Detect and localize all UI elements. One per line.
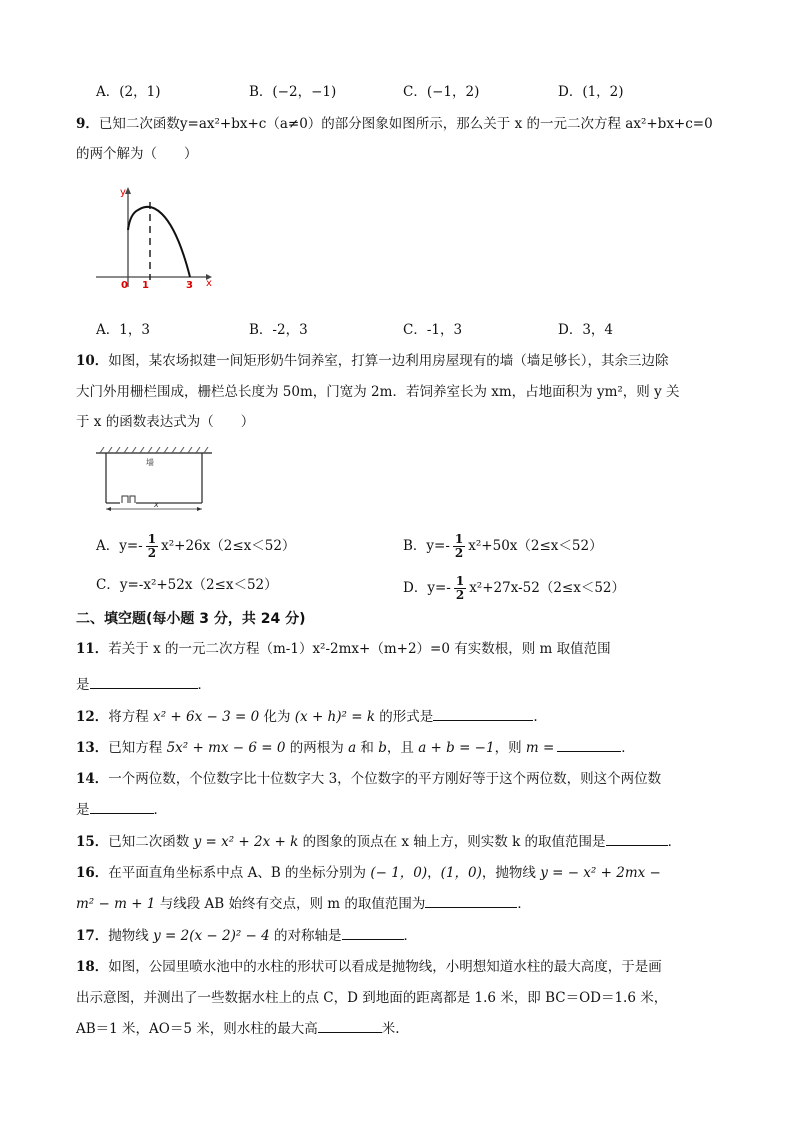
q16-text-d: 与线段 AB 始终有交点，则 m 的取值范围为 [155, 896, 426, 912]
q10-text-1: 如图，某农场拟建一间矩形奶牛饲养室，打算一边利用房屋现有的墙（墙足够长），其余三边除 [108, 353, 669, 369]
q13-text-e: ，则 [494, 740, 526, 756]
q8-option-d: D．(1，2) [558, 84, 624, 100]
wall-label: 墙 [146, 458, 154, 467]
q13-sum: a + b = −1 [418, 740, 495, 756]
q11-end: ． [197, 677, 211, 693]
length-label: x [154, 500, 159, 509]
arrow-right-head [197, 507, 202, 511]
q10-number: 10． [76, 353, 109, 369]
q9-number: 9． [76, 116, 99, 132]
q15-end: ． [667, 834, 682, 850]
q15-text-b: 的图象的顶点在 x 轴上方，则实数 k 的取值范围是 [298, 834, 606, 850]
x-axis-label: x [206, 278, 212, 289]
q18-answer-blank[interactable] [318, 1018, 382, 1033]
q16-end: ． [517, 896, 531, 912]
q14-number: 14． [76, 771, 109, 787]
q13-root-b: b [378, 740, 387, 756]
q13-end: ． [621, 740, 635, 756]
q17-text-a: 抛物线 [108, 928, 154, 944]
fraction-numerator: 1 [455, 574, 465, 588]
q16-text-c: ，抛物线 [481, 865, 541, 881]
q12-equation-1: x² + 6x − 3 = 0 [153, 709, 260, 725]
q18-text-3: AB＝1 米，AO＝5 米，则水柱的最大高 [76, 1021, 318, 1037]
q12-line [76, 706, 538, 727]
q15-answer-blank[interactable] [606, 831, 668, 846]
q11-text-2: 是 [76, 677, 90, 693]
tick-3-label: 3 [186, 280, 193, 291]
q13-text-c: 和 [356, 740, 379, 756]
q15-line [76, 831, 681, 852]
q9-text-1: 已知二次函数y=ax²+bx+c（a≠0）的部分图象如图所示，那么关于 x 的一元二次方程 ax²+bx+c=0 [98, 116, 713, 132]
origin-label: 0 [121, 280, 128, 291]
q9-option-d: D．3，4 [558, 322, 614, 338]
q10-line-3: 于 x 的函数表达式为（ ） [76, 414, 255, 430]
q13-line [76, 737, 635, 758]
q9-line-2: 的两个解为（ ） [76, 146, 198, 162]
q14-end: ． [153, 802, 167, 818]
q13-number: 13． [76, 740, 109, 756]
option-d-prefix: D．y=- [403, 580, 451, 596]
q16-line-1 [76, 863, 661, 883]
q14-line-2 [76, 799, 167, 820]
q13-text-b: 的两根为 [285, 740, 349, 756]
q13-root-a: a [348, 740, 357, 756]
section-2-heading: 二、填空题(每小题 3 分，共 24 分) [76, 611, 306, 627]
arrow-left-head [106, 507, 111, 511]
q12-text-a: 将方程 [108, 709, 154, 725]
q16-equation-1: y = − x² + 2mx − [540, 865, 661, 881]
q14-text-2: 是 [76, 802, 90, 818]
q16-equation-2: m² − m + 1 [76, 896, 156, 912]
q17-answer-blank[interactable] [342, 925, 404, 940]
q14-line-1 [76, 769, 661, 789]
q17-number: 17． [76, 928, 109, 944]
q8-option-b: B．(−2，−1) [249, 84, 337, 100]
y-axis-label: y [120, 187, 126, 198]
q9-line-1 [76, 114, 713, 134]
q10-option-a [96, 533, 295, 560]
q16-number: 16． [76, 865, 109, 881]
q9-option-a: A．1，3 [96, 322, 150, 338]
q11-text-1: 若关于 x 的一元二次方程（m-1）x²-2mx+（m+2）=0 有实数根，则 m 取值范围 [108, 641, 611, 657]
option-a-fraction [146, 533, 158, 560]
q10-option-b [403, 533, 603, 560]
fraction-denominator: 2 [455, 588, 465, 602]
q18-text-1: 如图，公园里喷水池中的水柱的形状可以看成是抛物线，小明想知道水柱的最大高度，于是画 [108, 959, 662, 975]
q13-text-a: 已知方程 [108, 740, 167, 756]
door-icon [122, 496, 135, 503]
q11-answer-blank[interactable] [90, 674, 198, 689]
option-c-text: C．y=-x²+52x（2≤x＜52） [96, 577, 278, 593]
q12-text-b: 化为 [259, 709, 295, 725]
tick-1-label: 1 [142, 280, 149, 291]
q12-answer-blank[interactable] [433, 706, 533, 721]
wall-hatching [100, 447, 208, 453]
option-d-rest: x²+27x-52（2≤x＜52） [469, 580, 626, 596]
q17-text-b: 的对称轴是 [269, 928, 342, 944]
q11-line-2 [76, 674, 211, 695]
q10-line-2: 大门外用栅栏围成，栅栏总长度为 50m，门宽为 2m．若饲养室长为 xm，占地面积为 ym²，则 y 关 [76, 384, 680, 400]
fraction-denominator: 2 [454, 546, 464, 560]
q17-line [76, 925, 417, 946]
q15-equation: y = x² + 2x + k [193, 834, 299, 850]
option-a-prefix: A．y=- [96, 538, 143, 554]
option-b-fraction [453, 533, 465, 560]
q12-end: . [533, 709, 538, 725]
fraction-numerator: 1 [147, 532, 157, 546]
q11-number: 11． [76, 641, 109, 657]
q10-option-d [403, 575, 625, 602]
q18-line-3 [76, 1018, 400, 1039]
q17-end: ． [403, 928, 418, 944]
q14-answer-blank[interactable] [90, 799, 154, 814]
q16-answer-blank[interactable] [425, 893, 517, 908]
q16-point-b: (1，0) [440, 865, 482, 881]
q12-number: 12． [76, 709, 109, 725]
fraction-numerator: 1 [454, 532, 464, 546]
q12-equation-2: (x + h)² = k [294, 709, 376, 725]
q18-number: 18． [76, 959, 109, 975]
option-a-rest: x²+26x（2≤x＜52） [161, 538, 296, 554]
q11-line-1 [76, 639, 611, 659]
option-b-prefix: B．y=- [403, 538, 450, 554]
q17-equation: y = 2(x − 2)² − 4 [153, 928, 270, 944]
q13-m: m = [525, 740, 555, 756]
q10-line-1 [76, 351, 669, 371]
q9-option-c: C．-1，3 [403, 322, 463, 338]
q15-text-a: 已知二次函数 [108, 834, 194, 850]
q16-point-a: (− 1，0) [370, 865, 428, 881]
q16-line-2 [76, 893, 531, 914]
q9-option-b: B．-2，3 [249, 322, 308, 338]
q8-option-c: C．(−1，2) [403, 84, 480, 100]
fraction-denominator: 2 [147, 546, 157, 560]
q18-line-1 [76, 957, 662, 977]
q12-text-c: 的形式是 [375, 709, 434, 725]
q8-option-a: A．(2，1) [96, 84, 161, 100]
q10-option-c [96, 575, 278, 595]
q18-line-2: 出示意图，并测出了一些数据水柱上的点 C，D 到地面的距离都是 1.6 米，即 BC＝OD＝1.6 米， [76, 990, 668, 1006]
q18-end: 米. [381, 1021, 400, 1037]
q13-text-d: ，且 [386, 740, 419, 756]
q16-text-b: ， [427, 865, 441, 881]
option-b-rest: x²+50x（2≤x＜52） [468, 538, 603, 554]
q9-parabola-graph [94, 182, 218, 292]
parabola-curve [128, 207, 190, 277]
q13-answer-blank[interactable] [557, 737, 621, 752]
q15-number: 15． [76, 834, 109, 850]
q16-text-a: 在平面直角坐标系中点 A、B 的坐标分别为 [108, 865, 371, 881]
q10-barn-figure [94, 447, 216, 515]
option-d-fraction [454, 575, 466, 602]
q14-text-1: 一个两位数，个位数字比十位数字大 3，个位数字的平方刚好等于这个两位数，则这个两位数 [108, 771, 662, 787]
q13-equation: 5x² + mx − 6 = 0 [166, 740, 286, 756]
